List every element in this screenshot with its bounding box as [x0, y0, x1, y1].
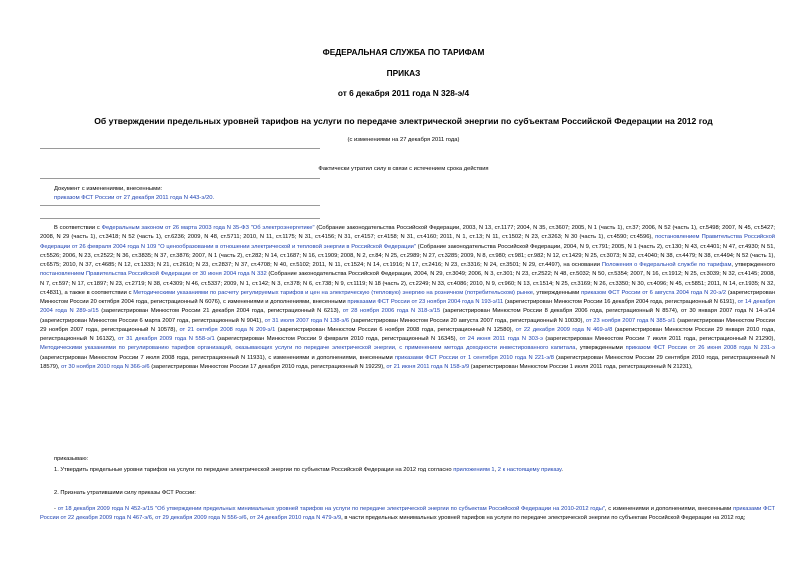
legal-reference-link[interactable]: от 29 декабря 2009 года N 556-э/6	[155, 515, 247, 522]
legal-reference-link[interactable]: приказами ФСТ России от 23 ноября 2004 года N 193-э/11	[347, 299, 504, 305]
document-date: от 6 декабря 2011 года N 328-э/4	[337, 88, 470, 98]
legal-reference-link[interactable]: Положения о Федеральной службе по тарифам	[601, 262, 732, 268]
paragraph-text: , утвержденными	[575, 345, 626, 352]
paragraph-text: (зарегистрирован Минюстом России 6 ноября 2008 года, регистрационный N 12580),	[275, 326, 516, 333]
legal-reference-link[interactable]: от 21 июня 2011 года N 158-э/9	[386, 363, 470, 370]
edition-note: (с изменениями на 27 декабря 2011 года)	[347, 137, 460, 143]
paragraph-text: (зарегистрирован Минюстом России 7 июля 2008 года, регистрационный N 11931), с изменениями и дополнениями, внесенными	[40, 354, 395, 361]
paragraph-text: (Собрание законодательства Российской Федерации, 2004, N 29, ст.3049; 2006, N 3, ст.301; N 23, ст.2522; N 48, ст.5032; N 50, ст.5354; 2007, N 16, ст.1912; N 25, ст.3039; N 32, ст.4145; 2008, N 7, ст.597; N 17, ст.1897; N 23, ст.2719; N 38, ст.4309; N 46, ст.5337; 2009, N 1, ст.142; N 3, ст.378; N 6, ст.738; N 9, ст.1119; N 18 (часть 2), ст.2249; N 33, ст.4086; 2010, N 9, ст.960; N 13, ст.1514; N 25, ст.3169; N 26, ст.3350; N 30, ст.4096; N 45, ст.5851; 2011, N 14, ст.1935; N 32, ст.4831), а также в соответствии с	[40, 271, 775, 296]
document-kind: ПРИКАЗ	[386, 68, 421, 78]
legal-reference-link[interactable]: 2 к настоящему приказу	[497, 467, 562, 473]
paragraph-text: , утвержденного	[731, 262, 775, 268]
legal-reference-link[interactable]: Методическими указаниями по расчету регулируемых тарифов и цен на электрическую (тепловую) энергию на розничном (потребительском) рынке	[133, 289, 534, 296]
paragraph-text: (Собрание законодательства Российской Федерации, 2004, N 9, ст.791; 2005, N 1 (часть 2), ст.130; N 43, ст.4401; N 47, ст.4930; N 51, ст.5526; 2006, N 23, ст.2522; N 36, ст.3835; N 37, ст.3876; 2007, N 1 (часть 2), ст.282; N 14, ст.1687; N 16, ст.1909; 2008, N 2, ст.84; N 25, ст.2989; N 27, ст.3285; 2009, N 8, ст.980; ст.981; ст.982; N 12, ст.1429; N 25, ст.3073; N 32, ст.4040; N 38, ст.4479; N 38, ст.4494; N 52 (часть 1), ст.6575; 2010, N 37, ст.4685; N 12, ст.1333; N 21, ст.2610; N 23, ст.2837; N 37, ст.4708; N 40, ст.5102; 2011, N 11, ст.1524; N 14, ст.1916; N 17, ст.2416; N 23, ст.3316; N 24, ст.3501; N 29, ст.4497), на основании	[40, 243, 775, 268]
paragraph-text: (зарегистрирован Минюстом России 20 октября 2004 года, регистрационный N 6076), с изменениями и дополнениями, внесенными	[40, 289, 776, 305]
preamble-paragraph	[40, 224, 775, 372]
orders-line: приказываю:	[54, 456, 89, 462]
paragraph-text: 1. Утвердить предельные уровни тарифов на услуги по передаче электрической энергии по субъектам Российской Федерации на 2012 год согласно	[54, 467, 454, 473]
paragraph-text: (Собрание законодательства Российской Федерации, 2003, N 13, ст.1177; 2004, N 35, ст.3607; 2005, N 1 (часть 1), ст.37; 2006, N 52 (часть 1), ст.5498; 2007, N 45, ст.5427; 2008, N 29 (часть 1), ст.3418; N 52 (часть 1), ст.6236; 2009, N 48, ст.5711; 2010, N 11, ст.1175; N 31, ст.4156; N 31, ст.4157; ст.4158; N 31, ст.4160; 2011, N 1, ст.13; N 11, ст.1502; N 23, ст.3263; N 30 (часть 1), ст.4590; ст.4596),	[40, 225, 775, 241]
clause-1	[54, 466, 789, 475]
paragraph-text: (зарегистрирован Минюстом России 9 февраля 2010 года, регистрационный N 16345),	[214, 336, 460, 342]
legal-reference-link[interactable]: Федеральным законом от 26 марта 2003 года N 35-ФЗ "Об электроэнергетике"	[101, 225, 315, 231]
legal-reference-link[interactable]: приказами ФСТ России от 1 сентября 2010 года N 221-э/8	[394, 354, 554, 361]
paragraph-text: ,	[151, 515, 156, 522]
paragraph-text: , в части предельных минимальных уровней тарифов на услуги по передаче электрической энергии по субъектам Российской Федерации на 2012 год;	[341, 515, 746, 522]
paragraph-text: .	[561, 467, 563, 473]
paragraph-text: ,	[246, 515, 250, 522]
paragraph-text: (зарегистрирован Минюстом России 20 августа 2007 года, регистрационный N 10030),	[349, 317, 586, 324]
paragraph-text: (зарегистрирован Минюстом России 29 января 2010 года, регистрационный N 16132),	[40, 326, 775, 342]
paragraph-text: (зарегистрирован Минюстом России 1 июля 2011 года, регистрационный N 21231),	[469, 363, 693, 370]
legal-reference-link[interactable]: приказом ФСТ России от 26 июня 2008 года N 231-э	[625, 345, 775, 352]
legal-reference-link[interactable]: Методическими указаниями по регулированию тарифов организаций, оказывающих услуги по передаче электрической энергии, с применением метода доходности инвестированного капитала	[40, 345, 576, 352]
legal-reference-link[interactable]: приказами ФСТ России от 22 декабря 2009 года N 467-э/6	[40, 506, 775, 522]
legal-reference-link[interactable]: приложениям 1	[453, 467, 495, 473]
paragraph-text: (зарегистрирован Минюстом России 16 декабря 2004 года, регистрационный N 6191),	[503, 299, 738, 305]
clause-2: 2. Признать утратившими силу приказы ФСТ России:	[54, 490, 196, 496]
legal-reference-link[interactable]: от 23 ноября 2007 года N 385-э/1	[585, 317, 676, 324]
divider	[40, 178, 320, 179]
paragraph-text: , утвержденными	[533, 289, 582, 296]
legal-reference-link[interactable]: постановлением Правительства Российской Федерации от 30 июня 2004 года N 332	[40, 271, 267, 278]
amendments-note	[54, 185, 214, 203]
paragraph-text: (зарегистрирован Минюстом России 7 июля 2011 года, регистрационный N 21290),	[542, 336, 775, 342]
lost-force-note: Фактически утратил силу в связи с истечением срока действия	[318, 166, 489, 172]
paragraph-text: (зарегистрирован Минюстом России 21 декабря 2004 года, регистрационный N 6213),	[98, 308, 343, 315]
legal-reference-link[interactable]: приказом ФСТ России от 6 августа 2004 года N 20-э/2	[581, 289, 727, 296]
legal-reference-link[interactable]: от 24 декабря 2010 года N 479-э/9	[249, 515, 342, 522]
paragraph-text: (зарегистрирован Минюстом России 29 сентября 2010 года, регистрационный N 18579),	[40, 354, 775, 370]
paragraph-text: , с изменениями и дополнениями, внесенными	[604, 506, 734, 512]
paragraph-text: (зарегистрирован Минюстом России 17 декабря 2010 года, регистрационный N 19229),	[149, 363, 387, 370]
amendment-link[interactable]: приказом ФСТ России от 27 декабря 2011 года N 443-э/20.	[54, 195, 215, 201]
paragraph-text: -	[54, 506, 58, 512]
amendments-note-text: Документ с изменениями, внесенными:	[54, 186, 163, 192]
legal-reference-link[interactable]: от 22 декабря 2009 года N 469-э/8	[515, 326, 613, 333]
divider	[40, 218, 320, 219]
paragraph-text: (зарегистрирован Минюстом России 8 декабря 2006 года, регистрационный N 8574), от 30 января 2007 года N 14-э/14 (зарегистрирован Минюстом России 6 марта 2007 года, регистрационный N 9041),	[40, 308, 775, 324]
divider	[40, 148, 320, 149]
legal-reference-link[interactable]: постановлением Правительства Российской Федерации от 26 февраля 2004 года N 109 "О ценообразовании в отношении электрической и тепловой энергии в Российской Федерации"	[40, 234, 775, 250]
legal-reference-link[interactable]: от 31 июля 2007 года N 138-э/6	[264, 317, 350, 324]
document-title: Об утверждении предельных уровней тарифов на услуги по передаче электрической энергии по субъектам Российской Федерации на 2012 год	[94, 116, 713, 126]
paragraph-text: В соответствии с	[54, 225, 102, 231]
legal-reference-link[interactable]: от 24 июня 2011 года N 303-э	[459, 336, 543, 342]
legal-reference-link[interactable]: от 18 декабря 2009 года N 452-э/15 "Об утверждении предельных минимальных уровней тарифов на услуги по передаче электрической энергии по субъектам Российской Федерации на 2010-2012 годы"	[57, 506, 605, 512]
legal-reference-link[interactable]: от 30 ноября 2010 года N 366-э/6	[61, 363, 150, 370]
legal-reference-link[interactable]: от 14 декабря 2004 года N 289-э/15	[40, 299, 775, 315]
paragraph-text: ,	[494, 467, 498, 473]
legal-reference-link[interactable]: от 21 октября 2008 года N 209-э/1	[179, 326, 276, 333]
clause-2-item	[40, 505, 775, 524]
agency-name: ФЕДЕРАЛЬНАЯ СЛУЖБА ПО ТАРИФАМ	[322, 47, 485, 57]
legal-reference-link[interactable]: от 28 ноября 2006 года N 318-э/15	[342, 308, 441, 315]
paragraph-text: (зарегистрирован Минюстом России 29 ноября 2007 года, регистрационный N 10578),	[40, 317, 775, 333]
divider	[40, 205, 320, 206]
legal-reference-link[interactable]: от 31 декабря 2009 года N 558-э/1	[118, 336, 215, 342]
